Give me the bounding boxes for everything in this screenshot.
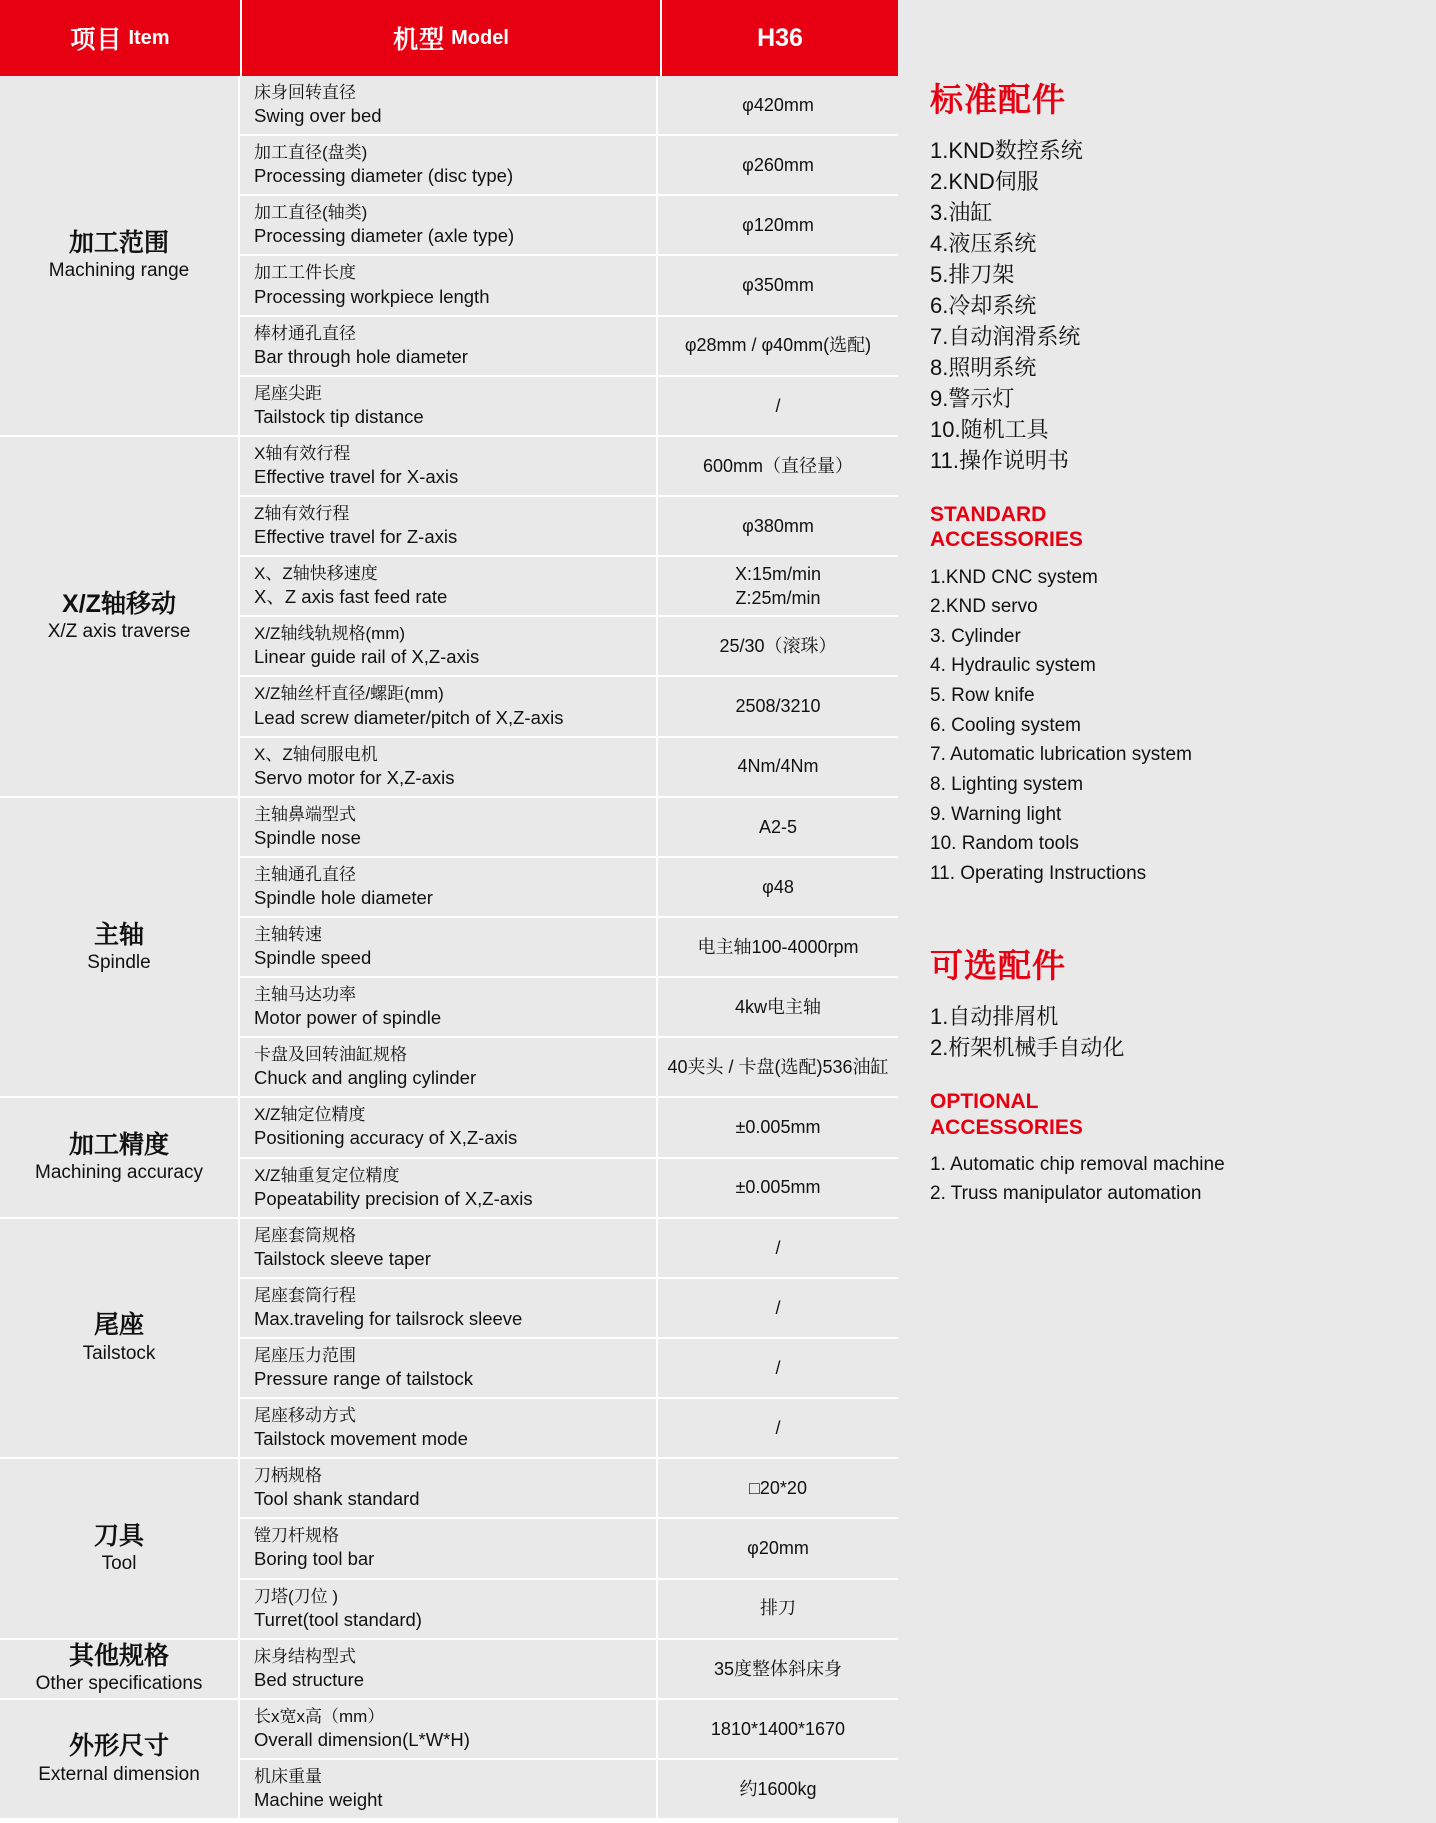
optional-accessories-title-cn: 可选配件	[930, 947, 1066, 985]
accessory-item: 2.KND servo	[930, 596, 1038, 618]
accessory-item: 7. Automatic lubrication system	[930, 744, 1192, 766]
table-row	[240, 677, 898, 737]
header-cell-model	[242, 0, 662, 76]
table-row	[240, 1399, 898, 1457]
spec-value: /	[775, 1237, 781, 1258]
spec-description-en: Motor power of spindle	[254, 1007, 442, 1029]
spec-description-en: Machine weight	[254, 1789, 383, 1811]
spec-group-label-cn: 刀具	[93, 1521, 144, 1550]
spec-value: 25/30（滚珠）	[719, 636, 837, 657]
spec-group-label	[0, 1700, 240, 1818]
table-row	[240, 196, 898, 256]
spec-group-label-cn: X/Z轴移动	[62, 589, 176, 618]
accessory-item: 2.桁架机械手自动化	[930, 1035, 1125, 1061]
spec-description-en: Tailstock sleeve taper	[254, 1247, 431, 1269]
accessory-item: 6. Cooling system	[930, 714, 1082, 736]
spec-value-cell	[658, 1159, 898, 1217]
accessory-item: 3.油缸	[930, 200, 993, 226]
spec-value-cell	[658, 1760, 898, 1818]
standard-accessories-list-en	[930, 563, 1408, 889]
spec-description-cn: 尾座尖距	[254, 383, 322, 403]
spec-group-label-en: Spindle	[87, 951, 151, 973]
table-row	[240, 256, 898, 316]
spec-value-cell	[658, 1640, 898, 1698]
spec-description-cn: 主轴转速	[254, 924, 322, 944]
spec-description-cell	[240, 1519, 658, 1577]
spec-group-rows	[240, 1219, 898, 1458]
spec-value: □20*20	[749, 1478, 807, 1499]
spec-value-cell	[658, 196, 898, 254]
spec-description-cell	[240, 317, 658, 375]
spec-group-label	[0, 1459, 240, 1637]
spec-description-en: Effective travel for Z-axis	[254, 526, 458, 548]
table-row	[240, 317, 898, 377]
spec-description-cell	[240, 1098, 658, 1156]
spec-description-en: Processing diameter (axle type)	[254, 225, 515, 247]
spec-description-cell	[240, 1339, 658, 1397]
spec-value: /	[775, 1297, 781, 1318]
spec-description-cn: 刀柄规格	[254, 1466, 322, 1486]
header-item-cn: 项目	[70, 26, 123, 54]
accessory-item: 1.自动排屑机	[930, 1004, 1059, 1030]
table-row	[240, 1700, 898, 1760]
spec-value: 4Nm/4Nm	[737, 756, 819, 777]
spec-description-cell	[240, 1219, 658, 1277]
spec-value: /	[775, 1357, 781, 1378]
spec-value-cell	[658, 377, 898, 435]
spec-value-cell	[658, 557, 898, 615]
spec-description-cn: X/Z轴重复定位精度	[254, 1165, 400, 1185]
spec-value-cell	[658, 1459, 898, 1517]
spec-value-cell	[658, 617, 898, 675]
spec-value-cell	[658, 798, 898, 856]
spec-value: 35度整体斜床身	[713, 1658, 843, 1679]
spec-group-label	[0, 1640, 240, 1698]
spec-value: X:15m/min	[734, 563, 822, 584]
accessories-panel	[898, 0, 1436, 1823]
accessory-item: 1.KND CNC system	[930, 566, 1098, 588]
spec-group-label-en: Machining range	[48, 260, 190, 282]
spec-description-cn: 机床重量	[254, 1766, 322, 1786]
accessory-item: 7.自动润滑系统	[930, 324, 1081, 350]
spec-value: 约1600kg	[739, 1778, 817, 1799]
spec-group-rows	[240, 798, 898, 1097]
table-row	[240, 1580, 898, 1638]
spec-value-cell	[658, 1519, 898, 1577]
spec-description-en: X、Z axis fast feed rate	[254, 586, 448, 608]
spec-description-en: Servo motor for X,Z-axis	[254, 766, 455, 788]
spec-description-cn: 主轴鼻端型式	[254, 804, 356, 824]
spec-group-label-cn: 加工范围	[68, 228, 169, 257]
spec-group-label-cn: 尾座	[93, 1311, 144, 1340]
spec-description-en: Processing diameter (disc type)	[254, 165, 514, 187]
spec-value: φ28mm / φ40mm(选配)	[684, 335, 872, 356]
standard-accessories-title-cn: 标准配件	[930, 81, 1066, 118]
spec-description-cell	[240, 978, 658, 1036]
spec-value: 1810*1400*1670	[710, 1718, 846, 1739]
spec-group-rows	[240, 1459, 898, 1637]
spec-description-cell	[240, 677, 658, 735]
spec-description-cell	[240, 377, 658, 435]
spec-group-label-en: Tool	[101, 1553, 137, 1575]
spec-description-cn: 床身结构型式	[254, 1646, 356, 1666]
table-body	[0, 76, 898, 1823]
accessory-item: 1. Automatic chip removal machine	[930, 1153, 1225, 1175]
spec-group-rows	[240, 1700, 898, 1818]
header-model-en: Model	[451, 26, 509, 49]
spec-group	[0, 76, 898, 437]
header-model-cn: 机型	[393, 26, 446, 54]
accessory-item: 10. Random tools	[930, 833, 1079, 855]
spec-value-cell	[658, 1580, 898, 1638]
spec-value-cell	[658, 858, 898, 916]
spec-description-cn: X/Z轴丝杆直径/螺距(mm)	[254, 684, 444, 704]
spec-description-cell	[240, 738, 658, 796]
spec-group-rows	[240, 1098, 898, 1216]
spec-description-en: Max.traveling for tailsrock sleeve	[254, 1307, 523, 1329]
spec-description-cn: 尾座压力范围	[254, 1345, 356, 1365]
table-row	[240, 1459, 898, 1519]
spec-value-cell	[658, 437, 898, 495]
spec-group-label	[0, 437, 240, 796]
spec-description-cn: X、Z轴快移速度	[254, 564, 378, 584]
spec-value: ±0.005mm	[735, 1117, 821, 1138]
optional-accessories-list-en	[930, 1150, 1408, 1209]
spec-value: φ48	[762, 876, 794, 897]
spec-description-cell	[240, 858, 658, 916]
accessory-item: 9. Warning light	[930, 803, 1062, 825]
spec-description-cell	[240, 136, 658, 194]
table-row	[240, 978, 898, 1038]
accessory-item: 3. Cylinder	[930, 625, 1021, 647]
spec-value: 排刀	[760, 1598, 796, 1619]
spec-description-cn: X/Z轴定位精度	[254, 1105, 366, 1125]
spec-description-en: Lead screw diameter/pitch of X,Z-axis	[254, 706, 564, 728]
spec-description-cell	[240, 1279, 658, 1337]
spec-description-cn: 主轴通孔直径	[254, 864, 356, 884]
table-row	[240, 557, 898, 617]
spec-description-en: Spindle hole diameter	[254, 886, 433, 908]
spec-value-cell	[658, 978, 898, 1036]
spec-description-cn: 刀塔(刀位 )	[254, 1586, 339, 1606]
spec-description-en: Popeatability precision of X,Z-axis	[254, 1187, 533, 1209]
spec-group-label-en: External dimension	[38, 1763, 200, 1785]
spec-description-cn: 床身回转直径	[254, 83, 356, 102]
spec-description-en: Tool shank standard	[254, 1488, 420, 1510]
accessory-item: 11.操作说明书	[930, 448, 1069, 474]
spec-value-cell	[658, 1700, 898, 1758]
table-row	[240, 1098, 898, 1158]
spec-description-cell	[240, 256, 658, 314]
spec-description-cell	[240, 1159, 658, 1217]
spec-value-cell	[658, 1339, 898, 1397]
table-row	[240, 858, 898, 918]
accessory-item: 10.随机工具	[930, 417, 1049, 443]
table-row	[240, 136, 898, 196]
spec-group-label-en: Machining accuracy	[35, 1162, 203, 1184]
spec-group-rows	[240, 437, 898, 796]
spec-group	[0, 437, 898, 798]
spec-description-cell	[240, 617, 658, 675]
spec-description-en: Turret(tool standard)	[254, 1608, 422, 1630]
spec-description-cell	[240, 918, 658, 976]
spec-value: φ120mm	[742, 215, 814, 236]
spec-description-cell	[240, 1640, 658, 1698]
spec-value: /	[775, 1418, 781, 1439]
standard-accessories-list-cn	[930, 135, 1408, 476]
spec-value: ±0.005mm	[735, 1177, 821, 1198]
spec-description-cn: X/Z轴线轨规格(mm)	[254, 624, 406, 644]
spec-description-cell	[240, 1038, 658, 1096]
spec-value: 4kw电主轴	[734, 997, 821, 1018]
spec-value-cell	[658, 317, 898, 375]
spec-description-cn: 长x宽x高（mm）	[254, 1706, 385, 1726]
spec-description-cell	[240, 76, 658, 134]
accessory-item: 2. Truss manipulator automation	[930, 1183, 1202, 1205]
spec-value: φ420mm	[742, 94, 814, 115]
header-model-value: H36	[757, 23, 803, 52]
spec-value-secondary: Z:25m/min	[735, 588, 821, 609]
spec-group-label	[0, 798, 240, 1097]
accessory-item: 6.冷却系统	[930, 293, 1037, 319]
table-row	[240, 497, 898, 557]
spec-description-en: Pressure range of tailstock	[254, 1368, 474, 1390]
spec-value: φ350mm	[742, 275, 814, 296]
spec-group-label-cn: 主轴	[93, 920, 144, 949]
spec-value-cell	[658, 1279, 898, 1337]
spec-value-cell	[658, 1219, 898, 1277]
spec-description-cn: 棒材通孔直径	[254, 323, 356, 343]
spec-group-label-cn: 加工精度	[68, 1131, 169, 1160]
spec-description-cn: 加工工件长度	[254, 263, 356, 283]
spec-value-cell	[658, 1098, 898, 1156]
spec-description-cn: 镗刀杆规格	[254, 1526, 339, 1546]
spec-description-en: Chuck and angling cylinder	[254, 1067, 477, 1089]
spec-description-cn: X、Z轴伺服电机	[254, 744, 378, 764]
spec-description-cn: 卡盘及回转油缸规格	[254, 1045, 407, 1065]
spec-description-cell	[240, 437, 658, 495]
table-row	[240, 1519, 898, 1579]
spec-value: φ20mm	[747, 1538, 809, 1559]
spec-description-cn: 主轴马达功率	[254, 985, 356, 1005]
spec-value: 电主轴100-4000rpm	[697, 936, 859, 957]
optional-accessories-block	[930, 940, 1408, 1209]
table-row	[240, 617, 898, 677]
spec-value-cell	[658, 76, 898, 134]
spec-description-en: Spindle nose	[254, 826, 361, 848]
spec-description-en: Overall dimension(L*W*H)	[254, 1728, 470, 1750]
header-item-en: Item	[128, 26, 170, 49]
spec-description-cell	[240, 1760, 658, 1818]
accessory-item: 1.KND数控系统	[930, 138, 1083, 163]
spec-description-cell	[240, 1459, 658, 1517]
spec-group-label-en: Other specifications	[35, 1673, 203, 1695]
spec-group	[0, 1219, 898, 1460]
spec-value: 2508/3210	[735, 696, 821, 717]
spec-description-en: Effective travel for X-axis	[254, 465, 459, 487]
spec-group-label-cn: 其他规格	[68, 1642, 169, 1671]
spec-value-cell	[658, 918, 898, 976]
spec-description-en: Swing over bed	[254, 105, 382, 127]
spec-description-cn: X轴有效行程	[254, 443, 351, 463]
spec-description-cell	[240, 798, 658, 856]
accessory-item: 2.KND伺服	[930, 169, 1039, 195]
spec-value-cell	[658, 1038, 898, 1096]
table-row	[240, 1038, 898, 1096]
spec-group	[0, 1640, 898, 1700]
accessory-item: 5.排刀架	[930, 262, 1015, 288]
spec-group-label-cn: 外形尺寸	[68, 1732, 169, 1761]
spec-group-label	[0, 76, 240, 435]
header-cell-item	[0, 0, 242, 76]
spec-description-cn: 加工直径(盘类)	[254, 143, 368, 163]
standard-accessories-title-en: STANDARD ACCESSORIES	[930, 503, 1083, 552]
spec-group	[0, 1098, 898, 1218]
spec-group-rows	[240, 76, 898, 435]
spec-description-cn: 加工直径(轴类)	[254, 203, 368, 223]
spec-description-en: Positioning accuracy of X,Z-axis	[254, 1127, 518, 1149]
table-row	[240, 437, 898, 497]
spec-group-label	[0, 1098, 240, 1216]
table-row	[240, 1339, 898, 1399]
spec-description-cell	[240, 1580, 658, 1638]
spec-description-cell	[240, 1399, 658, 1457]
spec-description-cn: Z轴有效行程	[254, 503, 350, 523]
spec-value-cell	[658, 738, 898, 796]
spec-value-cell	[658, 256, 898, 314]
spec-value: φ380mm	[742, 515, 814, 536]
spec-group-label-en: Tailstock	[82, 1342, 156, 1364]
spec-group-label	[0, 1219, 240, 1458]
spec-group	[0, 1459, 898, 1639]
table-row	[240, 377, 898, 435]
spec-description-cell	[240, 1700, 658, 1758]
accessory-item: 9.警示灯	[930, 386, 1015, 412]
optional-accessories-title-en: OPTIONAL ACCESSORIES	[930, 1090, 1083, 1139]
table-header-row	[0, 0, 898, 76]
accessory-item: 5. Row knife	[930, 685, 1035, 707]
spec-group-rows	[240, 1640, 898, 1698]
spec-description-en: Bed structure	[254, 1668, 365, 1690]
accessory-item: 4.液压系统	[930, 231, 1037, 257]
spec-value: 40夹头 / 卡盘(选配)536油缸	[667, 1057, 889, 1078]
spec-group	[0, 798, 898, 1099]
spec-description-cell	[240, 196, 658, 254]
spec-description-cn: 尾座套筒行程	[254, 1285, 356, 1305]
spec-description-en: Linear guide rail of X,Z-axis	[254, 646, 480, 668]
table-row	[240, 1279, 898, 1339]
spec-description-en: Spindle speed	[254, 947, 372, 969]
spec-group-label-en: X/Z axis traverse	[47, 621, 191, 643]
spec-description-cn: 尾座移动方式	[254, 1406, 356, 1426]
spec-description-en: Bar through hole diameter	[254, 345, 468, 367]
table-row	[240, 918, 898, 978]
header-cell-model-value	[662, 0, 898, 76]
spec-value: /	[775, 395, 781, 416]
spec-value-cell	[658, 677, 898, 735]
spec-description-en: Boring tool bar	[254, 1548, 375, 1570]
table-row	[240, 76, 898, 136]
table-row	[240, 1760, 898, 1818]
spec-value: φ260mm	[742, 155, 814, 176]
table-row	[240, 738, 898, 796]
spec-description-en: Tailstock movement mode	[254, 1428, 468, 1450]
spec-value-cell	[658, 1399, 898, 1457]
table-row	[240, 1159, 898, 1217]
spec-group	[0, 1700, 898, 1818]
standard-accessories-block	[930, 74, 1408, 888]
spec-description-cell	[240, 497, 658, 555]
accessory-item: 8. Lighting system	[930, 773, 1084, 795]
accessory-item: 8.照明系统	[930, 355, 1037, 381]
spec-value: A2-5	[758, 816, 798, 837]
spec-value: 600mm（直径量）	[702, 455, 854, 476]
spec-value-cell	[658, 136, 898, 194]
optional-accessories-list-cn	[930, 1001, 1408, 1063]
table-row	[240, 1640, 898, 1698]
spec-description-cell	[240, 557, 658, 615]
spec-description-en: Tailstock tip distance	[254, 405, 424, 427]
table-row	[240, 798, 898, 858]
spec-description-cn: 尾座套筒规格	[254, 1225, 356, 1245]
accessory-item: 11. Operating Instructions	[930, 862, 1147, 884]
spec-description-en: Processing workpiece length	[254, 285, 490, 307]
accessory-item: 4. Hydraulic system	[930, 655, 1096, 677]
table-row	[240, 1219, 898, 1279]
spec-value-cell	[658, 497, 898, 555]
